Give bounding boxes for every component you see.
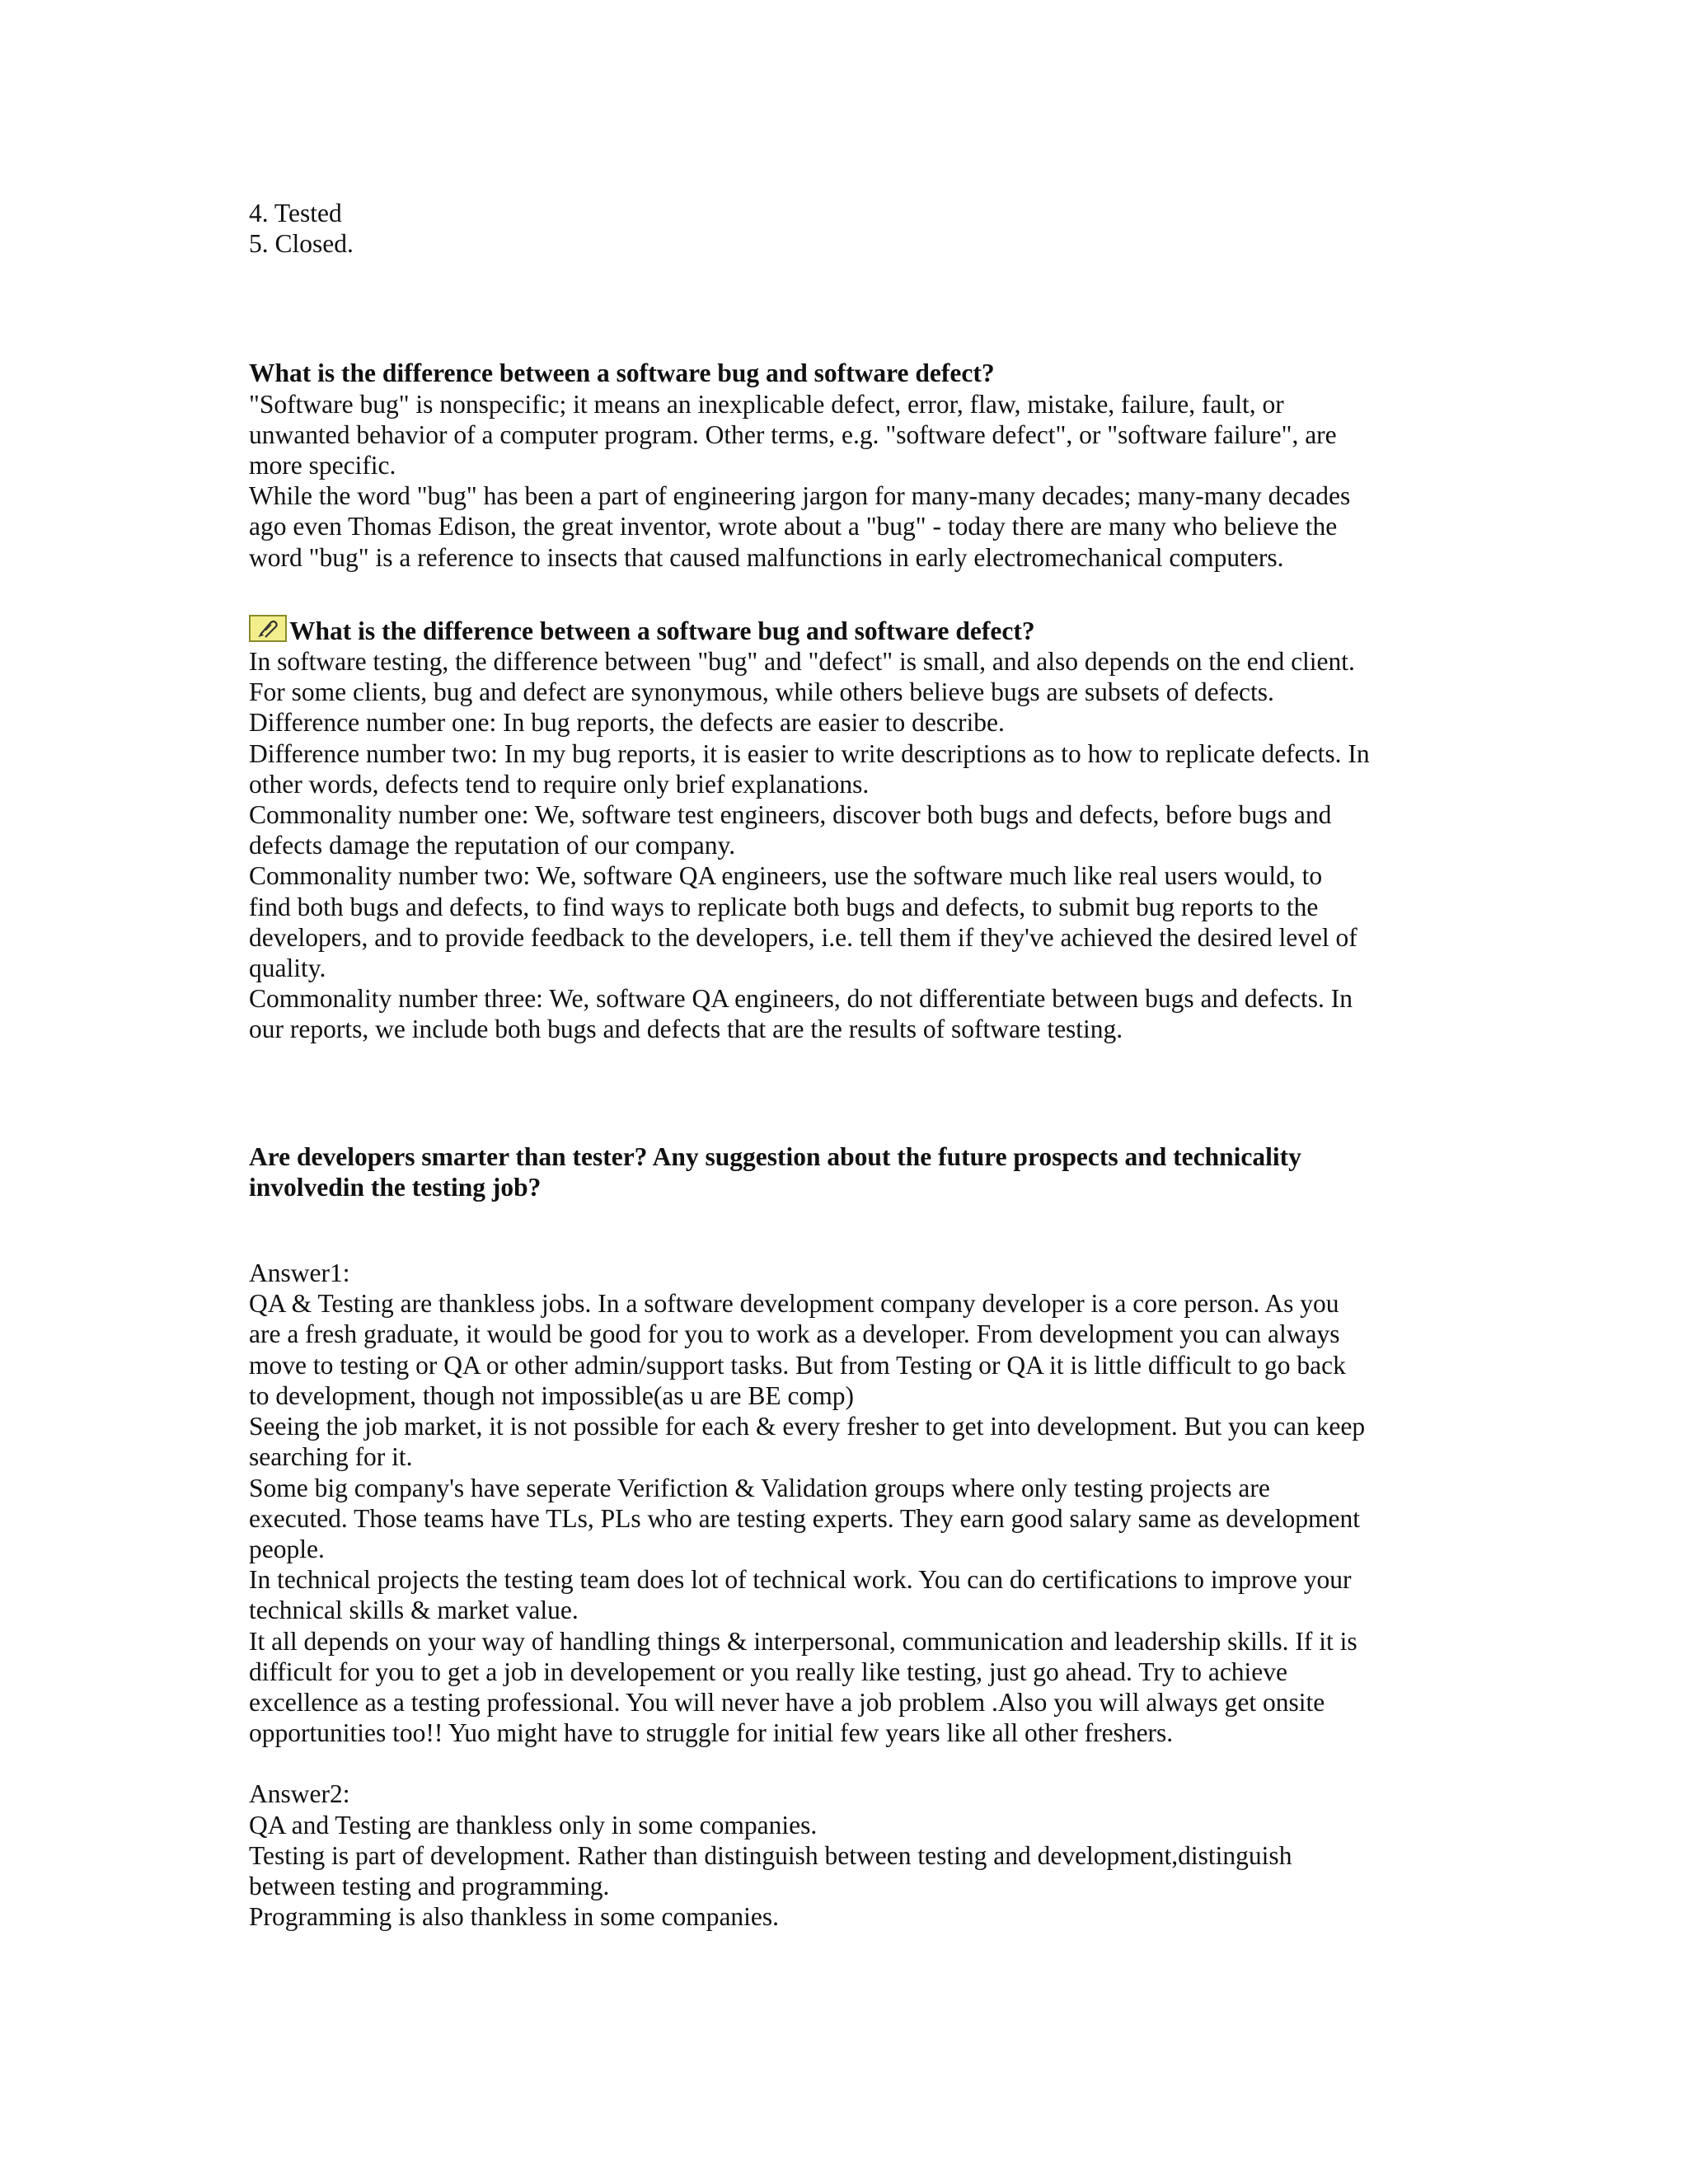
section-bug-vs-defect-1 xyxy=(249,358,1452,572)
paragraph-line: It all depends on your way of handling things & interpersonal, communication and leadership skills. If it is xyxy=(249,1626,1357,1656)
paragraph-line: opportunities too!! Yuo might have to struggle for initial few years like all other freshers. xyxy=(249,1718,1174,1748)
paragraph-line: people. xyxy=(249,1534,325,1563)
answer-label: Answer1: xyxy=(249,1258,350,1288)
list-item: 4. Tested xyxy=(249,199,342,227)
paragraph-line: QA & Testing are thankless jobs. In a software development company developer is a core person. As you xyxy=(249,1289,1339,1319)
list-item: 5. Closed. xyxy=(249,229,354,259)
paragraph-line: find both bugs and defects, to find ways to replicate both bugs and defects, to submit bug reports to the xyxy=(249,892,1319,921)
paragraph-line: Programming is also thankless in some companies. xyxy=(249,1902,780,1932)
list-tail xyxy=(249,198,1452,259)
paragraph-line: other words, defects tend to require only brief explanations. xyxy=(249,769,870,799)
paragraph-line: more specific. xyxy=(249,451,396,480)
section-heading-text: What is the difference between a software bug and software defect? xyxy=(289,616,1035,645)
paragraph-line: Commonality number two: We, software QA engineers, use the software much like real users would, to xyxy=(249,861,1323,891)
paragraph-line: technical skills & market value. xyxy=(249,1596,579,1625)
document-page xyxy=(249,198,1452,1932)
paragraph-line: ago even Thomas Edison, the great inventor, wrote about a "bug" - today there are many who believe the xyxy=(249,512,1338,541)
paragraph-line: our reports, we include both bugs and defects that are the results of software testing. xyxy=(249,1015,1123,1044)
paragraph-line: defects damage the reputation of our company. xyxy=(249,831,736,860)
answer-label: Answer2: xyxy=(249,1779,350,1809)
paragraph-line: In technical projects the testing team does lot of technical work. You can do certifications to improve your xyxy=(249,1565,1352,1595)
section-heading: Are developers smarter than tester? Any suggestion about the future prospects and technicality xyxy=(249,1141,1301,1171)
annotation-note-icon[interactable] xyxy=(249,615,287,642)
paragraph-line: QA and Testing are thankless only in some companies. xyxy=(249,1810,818,1840)
section-heading: What is the difference between a software bug and software defect? xyxy=(249,359,995,388)
paragraph-line: "Software bug" is nonspecific; it means an inexplicable defect, error, flaw, mistake, failure, fault, or xyxy=(249,389,1284,419)
paragraph-line: Commonality number three: We, software QA engineers, do not differentiate between bugs and defects. In xyxy=(249,984,1353,1014)
paragraph-line: searching for it. xyxy=(249,1442,413,1472)
paragraph-line: Testing is part of development. Rather than distinguish between testing and development,distinguish xyxy=(249,1840,1292,1870)
section-bug-vs-defect-2 xyxy=(249,615,1452,1045)
section-heading xyxy=(249,615,1452,646)
paragraph-line: developers, and to provide feedback to the developers, i.e. tell them if they've achieved the desired level of xyxy=(249,922,1357,952)
paragraph-line: For some clients, bug and defect are synonymous, while others believe bugs are subsets of defects. xyxy=(249,677,1274,707)
paragraph-line: are a fresh graduate, it would be good for you to work as a developer. From development you can always xyxy=(249,1319,1340,1349)
paragraph-line: between testing and programming. xyxy=(249,1871,610,1900)
paragraph-line: move to testing or QA or other admin/support tasks. But from Testing or QA it is little difficult to go back xyxy=(249,1350,1346,1380)
section-heading: involvedin the testing job? xyxy=(249,1172,542,1202)
paragraph-line: to development, though not impossible(as u are BE comp) xyxy=(249,1380,854,1410)
paragraph-line: Seeing the job market, it is not possible for each & every fresher to get into development. But you can keep xyxy=(249,1412,1366,1441)
paragraph-line: executed. Those teams have TLs, PLs who are testing experts. They earn good salary same as development xyxy=(249,1503,1360,1533)
paragraph-line: Difference number one: In bug reports, the defects are easier to describe. xyxy=(249,708,1005,738)
paragraph-line: In software testing, the difference between "bug" and "defect" is small, and also depends on the end client. xyxy=(249,647,1355,677)
paragraph-line: While the word "bug" has been a part of engineering jargon for many-many decades; many-many decades xyxy=(249,481,1351,511)
paragraph-line: difficult for you to get a job in developement or you really like testing, just go ahead. Try to achieve xyxy=(249,1657,1288,1686)
paragraph-line: unwanted behavior of a computer program. Other terms, e.g. "software defect", or "software failure", are xyxy=(249,419,1337,449)
paragraph-line: Commonality number one: We, software test engineers, discover both bugs and defects, before bugs and xyxy=(249,800,1332,830)
paragraph-line: word "bug" is a reference to insects that caused malfunctions in early electromechanical computers. xyxy=(249,542,1284,572)
paragraph-line: quality. xyxy=(249,954,326,983)
paragraph-line: Difference number two: In my bug reports, it is easier to write descriptions as to how to replicate defects. In xyxy=(249,738,1370,768)
paragraph-line: Some big company's have seperate Verifiction & Validation groups where only testing projects are xyxy=(249,1473,1270,1502)
paragraph-line: excellence as a testing professional. You will never have a job problem .Also you will always get onsite xyxy=(249,1687,1325,1717)
section-developers-vs-testers xyxy=(249,1141,1452,1933)
